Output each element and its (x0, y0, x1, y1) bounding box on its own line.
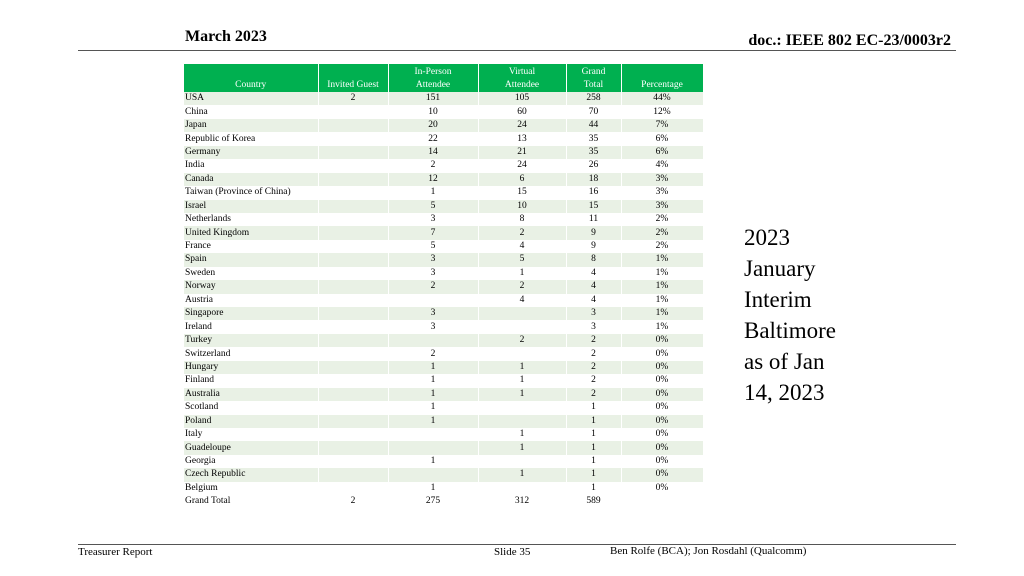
cell-country: Israel (184, 200, 318, 213)
cell-invited-guest (318, 320, 388, 333)
cell-grand-total: 26 (566, 159, 621, 172)
cell-percentage: 2% (621, 213, 703, 226)
cell-invited-guest (318, 146, 388, 159)
cell-in-person (388, 294, 478, 307)
cell-country: Austria (184, 294, 318, 307)
table-row (184, 455, 703, 468)
cell-percentage: 6% (621, 132, 703, 145)
cell-percentage: 2% (621, 226, 703, 239)
cell-invited-guest (318, 482, 388, 495)
cell-virtual (478, 347, 566, 360)
cell-grand-total: 16 (566, 186, 621, 199)
total-grand-total: 589 (566, 495, 621, 508)
cell-in-person: 3 (388, 213, 478, 226)
header-date: March 2023 (185, 28, 267, 45)
cell-country: France (184, 240, 318, 253)
cell-virtual (478, 307, 566, 320)
cell-grand-total: 1 (566, 468, 621, 481)
cell-invited-guest (318, 119, 388, 132)
cell-virtual: 1 (478, 388, 566, 401)
cell-in-person (388, 428, 478, 441)
cell-virtual: 1 (478, 374, 566, 387)
cell-percentage: 0% (621, 334, 703, 347)
cell-country: Sweden (184, 267, 318, 280)
cell-grand-total: 1 (566, 415, 621, 428)
cell-virtual: 105 (478, 92, 566, 105)
cell-country: Germany (184, 146, 318, 159)
cell-percentage: 1% (621, 267, 703, 280)
table-row (184, 132, 703, 145)
column-header-invited-guest: Invited Guest (318, 64, 388, 92)
cell-grand-total: 2 (566, 388, 621, 401)
header-divider (78, 50, 956, 51)
cell-virtual: 8 (478, 213, 566, 226)
cell-country: Guadeloupe (184, 441, 318, 454)
table-row (184, 307, 703, 320)
cell-grand-total: 44 (566, 119, 621, 132)
column-header-in-person: In-Person Attendee (388, 64, 478, 92)
table-row (184, 186, 703, 199)
cell-in-person: 1 (388, 401, 478, 414)
column-header-virtual: Virtual Attendee (478, 64, 566, 92)
side-note-line: Baltimore (744, 318, 836, 343)
cell-grand-total: 3 (566, 320, 621, 333)
cell-country: Georgia (184, 455, 318, 468)
attendance-table (184, 64, 704, 509)
cell-invited-guest (318, 253, 388, 266)
table-header-row (184, 64, 703, 92)
cell-country: Finland (184, 374, 318, 387)
side-note-line: January (744, 256, 816, 281)
cell-in-person: 1 (388, 186, 478, 199)
table-row (184, 415, 703, 428)
cell-invited-guest (318, 294, 388, 307)
table-row (184, 388, 703, 401)
cell-grand-total: 70 (566, 105, 621, 118)
cell-grand-total: 15 (566, 200, 621, 213)
cell-virtual: 13 (478, 132, 566, 145)
table-row (184, 320, 703, 333)
table-row (184, 374, 703, 387)
cell-invited-guest (318, 428, 388, 441)
table-row (184, 226, 703, 239)
cell-country: Netherlands (184, 213, 318, 226)
cell-virtual: 1 (478, 468, 566, 481)
table-row (184, 253, 703, 266)
table-row (184, 92, 703, 105)
cell-percentage: 1% (621, 280, 703, 293)
table-row (184, 361, 703, 374)
cell-in-person: 14 (388, 146, 478, 159)
cell-country: Poland (184, 415, 318, 428)
cell-invited-guest (318, 441, 388, 454)
cell-invited-guest (318, 213, 388, 226)
cell-grand-total: 9 (566, 226, 621, 239)
cell-country: Scotland (184, 401, 318, 414)
cell-in-person: 5 (388, 200, 478, 213)
total-invited-guest: 2 (318, 495, 388, 508)
cell-grand-total: 11 (566, 213, 621, 226)
cell-invited-guest (318, 401, 388, 414)
cell-country: Belgium (184, 482, 318, 495)
cell-grand-total: 4 (566, 280, 621, 293)
cell-invited-guest (318, 415, 388, 428)
cell-in-person: 151 (388, 92, 478, 105)
cell-virtual: 24 (478, 159, 566, 172)
cell-percentage: 3% (621, 200, 703, 213)
side-note-line: Interim (744, 287, 812, 312)
total-label: Grand Total (184, 495, 318, 508)
cell-in-person: 1 (388, 361, 478, 374)
cell-virtual: 2 (478, 334, 566, 347)
cell-in-person: 3 (388, 253, 478, 266)
cell-grand-total: 9 (566, 240, 621, 253)
cell-grand-total: 1 (566, 482, 621, 495)
cell-country: Norway (184, 280, 318, 293)
table-row (184, 334, 703, 347)
cell-country: Switzerland (184, 347, 318, 360)
cell-in-person (388, 334, 478, 347)
cell-percentage: 0% (621, 441, 703, 454)
cell-invited-guest (318, 267, 388, 280)
cell-invited-guest (318, 455, 388, 468)
cell-country: USA (184, 92, 318, 105)
header-doc-id: doc.: IEEE 802 EC-23/0003r2 (748, 32, 951, 49)
cell-in-person: 7 (388, 226, 478, 239)
cell-invited-guest (318, 374, 388, 387)
cell-percentage: 0% (621, 455, 703, 468)
table-row (184, 105, 703, 118)
cell-percentage: 0% (621, 361, 703, 374)
cell-in-person (388, 441, 478, 454)
cell-invited-guest (318, 226, 388, 239)
cell-invited-guest (318, 132, 388, 145)
cell-in-person: 2 (388, 159, 478, 172)
cell-country: United Kingdom (184, 226, 318, 239)
cell-percentage: 0% (621, 401, 703, 414)
table-row (184, 119, 703, 132)
cell-grand-total: 2 (566, 374, 621, 387)
cell-percentage: 1% (621, 253, 703, 266)
cell-grand-total: 1 (566, 401, 621, 414)
cell-in-person: 3 (388, 267, 478, 280)
cell-virtual: 5 (478, 253, 566, 266)
cell-grand-total: 8 (566, 253, 621, 266)
cell-percentage: 0% (621, 468, 703, 481)
cell-in-person: 3 (388, 320, 478, 333)
table-row (184, 173, 703, 186)
cell-percentage: 12% (621, 105, 703, 118)
cell-virtual: 1 (478, 428, 566, 441)
cell-grand-total: 2 (566, 361, 621, 374)
cell-grand-total: 258 (566, 92, 621, 105)
cell-invited-guest (318, 280, 388, 293)
cell-in-person: 12 (388, 173, 478, 186)
cell-virtual: 21 (478, 146, 566, 159)
cell-percentage: 6% (621, 146, 703, 159)
cell-invited-guest (318, 200, 388, 213)
column-header-grand-total: Grand Total (566, 64, 621, 92)
cell-virtual (478, 415, 566, 428)
cell-in-person: 1 (388, 415, 478, 428)
cell-grand-total: 1 (566, 455, 621, 468)
cell-virtual: 1 (478, 441, 566, 454)
cell-invited-guest (318, 159, 388, 172)
cell-virtual: 1 (478, 361, 566, 374)
cell-grand-total: 1 (566, 441, 621, 454)
cell-percentage: 4% (621, 159, 703, 172)
cell-virtual: 24 (478, 119, 566, 132)
cell-in-person: 2 (388, 347, 478, 360)
column-header-percentage: Percentage (621, 64, 703, 92)
table-row (184, 159, 703, 172)
cell-grand-total: 4 (566, 267, 621, 280)
cell-virtual: 4 (478, 240, 566, 253)
cell-in-person: 20 (388, 119, 478, 132)
total-in-person: 275 (388, 495, 478, 508)
cell-virtual: 2 (478, 280, 566, 293)
cell-percentage: 44% (621, 92, 703, 105)
cell-virtual: 10 (478, 200, 566, 213)
cell-virtual: 2 (478, 226, 566, 239)
table-row (184, 428, 703, 441)
cell-country: Japan (184, 119, 318, 132)
cell-percentage: 3% (621, 186, 703, 199)
cell-grand-total: 1 (566, 428, 621, 441)
cell-percentage: 0% (621, 374, 703, 387)
cell-percentage: 2% (621, 240, 703, 253)
cell-invited-guest (318, 173, 388, 186)
table-row (184, 280, 703, 293)
cell-percentage: 0% (621, 388, 703, 401)
footer-divider (78, 544, 956, 545)
cell-percentage: 1% (621, 307, 703, 320)
side-note-line: as of Jan (744, 349, 825, 374)
footer-title: Treasurer Report (78, 546, 153, 558)
cell-country: Czech Republic (184, 468, 318, 481)
cell-virtual: 1 (478, 267, 566, 280)
table-row (184, 294, 703, 307)
cell-grand-total: 2 (566, 334, 621, 347)
cell-country: Spain (184, 253, 318, 266)
cell-virtual: 60 (478, 105, 566, 118)
table-row (184, 240, 703, 253)
cell-grand-total: 18 (566, 173, 621, 186)
cell-country: Singapore (184, 307, 318, 320)
cell-invited-guest (318, 186, 388, 199)
cell-in-person: 1 (388, 374, 478, 387)
cell-in-person: 3 (388, 307, 478, 320)
cell-country: Italy (184, 428, 318, 441)
table-row (184, 146, 703, 159)
cell-virtual: 15 (478, 186, 566, 199)
table-row (184, 347, 703, 360)
cell-percentage: 0% (621, 428, 703, 441)
side-note (744, 222, 884, 408)
cell-country: Republic of Korea (184, 132, 318, 145)
cell-grand-total: 3 (566, 307, 621, 320)
cell-invited-guest (318, 334, 388, 347)
cell-percentage: 1% (621, 320, 703, 333)
cell-percentage: 0% (621, 347, 703, 360)
cell-in-person: 1 (388, 388, 478, 401)
cell-invited-guest (318, 240, 388, 253)
cell-virtual (478, 482, 566, 495)
table-row (184, 401, 703, 414)
slide-number: Slide 35 (494, 546, 531, 558)
cell-invited-guest (318, 468, 388, 481)
cell-country: Canada (184, 173, 318, 186)
side-note-line: 2023 (744, 225, 790, 250)
cell-in-person: 22 (388, 132, 478, 145)
cell-virtual (478, 320, 566, 333)
table-row (184, 482, 703, 495)
cell-invited-guest: 2 (318, 92, 388, 105)
table-row (184, 213, 703, 226)
total-virtual: 312 (478, 495, 566, 508)
cell-in-person: 10 (388, 105, 478, 118)
cell-percentage: 1% (621, 294, 703, 307)
table-row (184, 441, 703, 454)
cell-in-person: 2 (388, 280, 478, 293)
total-percentage (621, 495, 703, 508)
table-row (184, 468, 703, 481)
cell-grand-total: 35 (566, 146, 621, 159)
cell-grand-total: 2 (566, 347, 621, 360)
cell-in-person: 1 (388, 455, 478, 468)
cell-country: Australia (184, 388, 318, 401)
cell-percentage: 3% (621, 173, 703, 186)
side-note-line: 14, 2023 (744, 380, 825, 405)
cell-percentage: 7% (621, 119, 703, 132)
cell-in-person (388, 468, 478, 481)
cell-invited-guest (318, 388, 388, 401)
grand-total-row (184, 495, 703, 508)
cell-country: Hungary (184, 361, 318, 374)
cell-grand-total: 35 (566, 132, 621, 145)
footer-authors: Ben Rolfe (BCA); Jon Rosdahl (Qualcomm) (610, 545, 807, 557)
cell-percentage: 0% (621, 415, 703, 428)
cell-country: Taiwan (Province of China) (184, 186, 318, 199)
cell-in-person: 1 (388, 482, 478, 495)
cell-in-person: 5 (388, 240, 478, 253)
cell-invited-guest (318, 361, 388, 374)
column-header-country: Country (184, 64, 318, 92)
cell-country: India (184, 159, 318, 172)
table-row (184, 200, 703, 213)
cell-virtual (478, 401, 566, 414)
cell-invited-guest (318, 105, 388, 118)
cell-percentage: 0% (621, 482, 703, 495)
cell-country: Turkey (184, 334, 318, 347)
cell-virtual (478, 455, 566, 468)
cell-country: China (184, 105, 318, 118)
cell-virtual: 6 (478, 173, 566, 186)
cell-grand-total: 4 (566, 294, 621, 307)
cell-invited-guest (318, 347, 388, 360)
table-row (184, 267, 703, 280)
cell-virtual: 4 (478, 294, 566, 307)
cell-country: Ireland (184, 320, 318, 333)
cell-invited-guest (318, 307, 388, 320)
